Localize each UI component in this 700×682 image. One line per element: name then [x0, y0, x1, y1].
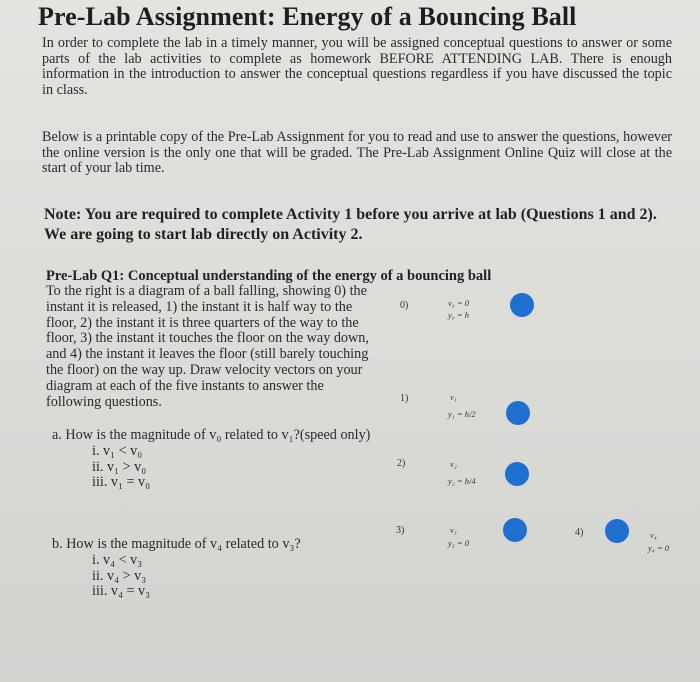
intro-paragraph: In order to complete the lab in a timely manner, you will be assigned conceptual questions to answer or some parts of the lab activities to complete as homework BEFORE ATTENDING LAB. There is enough information in the introduction to answer the conceptual questions regardless if you have discussed the topic in class.: [42, 35, 672, 98]
page-title: Pre-Lab Assignment: Energy of a Bouncing Ball: [38, 2, 577, 31]
q1-heading: Pre-Lab Q1: Conceptual understanding of the energy of a bouncing ball: [46, 268, 492, 284]
position-4-velocity: v₄: [650, 530, 657, 540]
ball-position-4: [605, 519, 629, 543]
question-a-label: a.: [52, 427, 62, 443]
position-0-height: y₀ = h: [448, 310, 469, 320]
position-3-label: 3): [396, 525, 405, 536]
question-b: [52, 537, 382, 600]
printable-paragraph: Below is a printable copy of the Pre-Lab Assignment for you to read and use to answer the questions, however the online version is the only one that will be graded. The Pre-Lab Assignment Online Quiz will close at the start of your lab time.: [42, 129, 672, 177]
question-b-text: How is the magnitude of v₄ related to v₃?: [66, 536, 301, 552]
ball-position-3: [503, 518, 527, 542]
note-paragraph: Note: You are required to complete Activity 1 before you arrive at lab (Questions 1 and 2). We are going to start lab directly on Activity 2.: [44, 206, 657, 243]
question-b-label: b.: [52, 536, 63, 552]
position-4-label: 4): [575, 527, 584, 538]
question-b-option-2: ii. v₄ > v₃: [92, 567, 147, 584]
position-2-height: y₂ = h/4: [448, 476, 476, 486]
position-0-label: 0): [400, 300, 409, 311]
position-1-label: 1): [400, 393, 409, 404]
ball-position-1: [506, 401, 530, 425]
position-2-velocity: v₂: [450, 459, 457, 469]
position-1-height: y₁ = h/2: [448, 409, 476, 419]
ball-position-2: [505, 462, 529, 486]
question-a-option-2: ii. v₁ > v₀: [92, 458, 147, 475]
question-a-option-3: iii. v₁ = v₀: [92, 474, 151, 491]
question-b-option-3: iii. v₄ = v₃: [92, 583, 151, 600]
position-3-velocity: v₃: [450, 525, 457, 535]
position-4-height: y₄ = 0: [648, 543, 669, 553]
position-0-velocity: v₀ = 0: [448, 298, 469, 308]
question-b-option-1: i. v₄ < v₃: [92, 551, 143, 568]
ball-position-0: [510, 293, 534, 317]
question-a-text: How is the magnitude of v₀ related to v₁?(speed only): [65, 427, 371, 443]
position-2-label: 2): [397, 458, 406, 469]
question-a-option-1: i. v₁ < v₀: [92, 442, 143, 459]
position-1-velocity: v₁: [450, 392, 457, 402]
question-a: [52, 428, 382, 491]
q1-text: To the right is a diagram of a ball falling, showing 0) the instant it is released, 1) the instant it is half way to the floor, 2) the instant it is three quarters of the way to the floor, 3) the instant it touches the floor on the way down, and 4) the instant it leaves the floor (still barely touching the floor) on the way up. Draw velocity vectors on your diagram at each of the five instants to answer the following questions.: [46, 283, 369, 410]
position-3-height: y₃ = 0: [448, 538, 469, 548]
